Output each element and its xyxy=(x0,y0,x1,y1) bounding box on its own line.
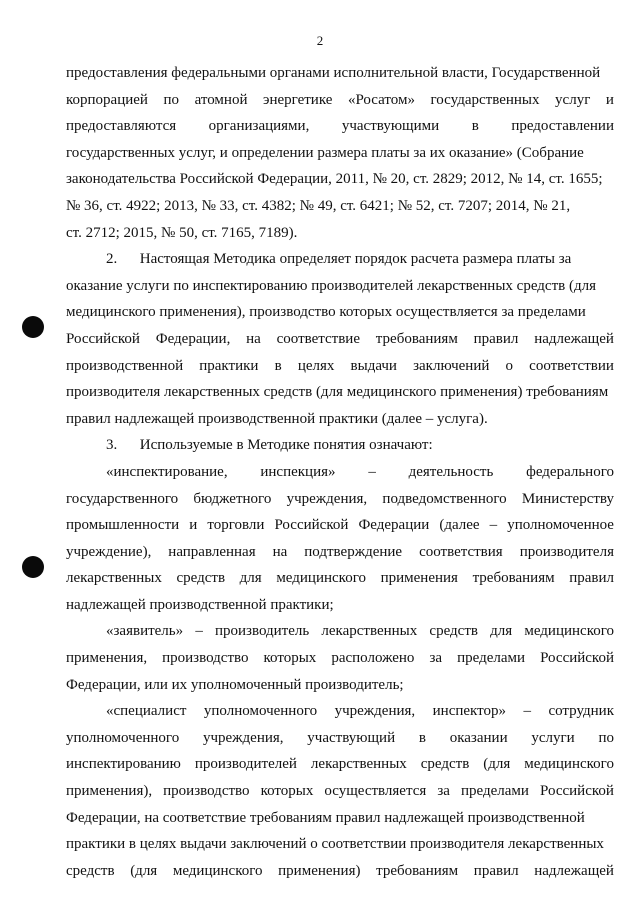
word: в xyxy=(418,729,426,746)
word: расположено xyxy=(331,650,415,667)
word: практики xyxy=(199,357,259,374)
text-line: законодательства Российской Федерации, 2011, № 20, ст. 2829; 2012, № 14, ст. 1655; xyxy=(66,171,603,188)
word: на xyxy=(246,330,261,347)
text-line: правил надлежащей производственной практики (далее – услуга). xyxy=(66,410,488,427)
word: правил xyxy=(473,862,519,879)
word: для xyxy=(490,623,513,640)
text-line: Федерации, или их уполномоченный производитель; xyxy=(66,676,404,693)
word: инспекция» xyxy=(260,463,336,480)
word: – xyxy=(195,623,203,640)
word: медицинского xyxy=(172,862,263,879)
word: организациями, xyxy=(208,118,310,135)
word: требованиям xyxy=(472,570,555,587)
text-line: № 36, ст. 4922; 2013, № 33, ст. 4382; № 49, ст. 6421; № 52, ст. 7207; 2014, № 21, xyxy=(66,197,571,214)
word: за xyxy=(437,783,450,800)
text-line xyxy=(66,725,614,752)
word: «инспектирование, xyxy=(106,463,228,480)
word: по xyxy=(598,729,614,746)
word: инспектированию xyxy=(66,756,181,773)
word: средств xyxy=(176,570,226,587)
word: «заявитель» xyxy=(106,623,184,640)
text-line xyxy=(66,751,614,778)
word: осуществляется xyxy=(324,783,427,800)
word: и xyxy=(605,91,614,108)
text-line xyxy=(66,353,614,380)
text-line: предоставления федеральными органами исполнительной власти, Государственной xyxy=(66,65,601,81)
text-line: государственных услуг, и определении размера платы за их оказание» (Собрание xyxy=(66,144,584,161)
word: промышленности xyxy=(66,517,180,534)
word: «Росатом» xyxy=(347,91,415,108)
word: производителей xyxy=(194,756,297,773)
text-line xyxy=(66,858,614,885)
word: деятельность xyxy=(408,463,494,480)
word: инспектор» xyxy=(432,703,506,720)
word: атомной xyxy=(194,91,248,108)
word: для xyxy=(239,570,262,587)
word: участвующими xyxy=(341,118,440,135)
word: пределами xyxy=(460,783,529,800)
page-number: 2 xyxy=(316,33,324,48)
word: целях xyxy=(297,357,335,374)
word: подтверждение xyxy=(304,543,403,560)
text-line xyxy=(66,645,614,672)
word: учреждения, xyxy=(334,703,416,720)
word: правил xyxy=(473,330,519,347)
word: государственных xyxy=(430,91,540,108)
word: в xyxy=(274,357,282,374)
word: применения) xyxy=(278,862,361,879)
text-line xyxy=(66,778,614,805)
text-line xyxy=(66,618,614,645)
word: выдачи xyxy=(350,357,397,374)
word: лекарственных xyxy=(321,623,418,640)
word: Российской xyxy=(540,650,614,667)
word: уполномоченного xyxy=(203,703,318,720)
word: надлежащей xyxy=(534,862,614,879)
word: торговли xyxy=(207,517,265,534)
word: которых xyxy=(260,783,314,800)
document-body xyxy=(66,60,614,884)
word: за xyxy=(429,650,443,667)
word: учреждения, xyxy=(286,490,368,507)
word: «специалист xyxy=(106,703,187,720)
text-line: 3. Используемые в Методике понятия означают: xyxy=(106,437,433,454)
word: медицинского xyxy=(276,570,366,587)
word: медицинского xyxy=(524,756,614,773)
word: о xyxy=(505,357,514,374)
word: которых xyxy=(263,650,317,667)
text-line: Федерации, на соответствие требованиям правил надлежащей производственной xyxy=(66,809,585,826)
word: пределами xyxy=(457,650,526,667)
word: соответствия xyxy=(419,543,503,560)
text-line: медицинского применения), производство которых осуществляется за пределами xyxy=(66,304,586,321)
text-line: надлежащей производственной практики; xyxy=(66,596,334,613)
word: требованиям xyxy=(375,330,458,347)
text-line xyxy=(66,326,614,353)
text-line: 2. Настоящая Методика определяет порядок расчета размера платы за xyxy=(106,251,572,268)
word: средств xyxy=(66,862,115,879)
word: государственного xyxy=(66,490,179,507)
word: энергетике xyxy=(263,91,333,108)
word: уполномоченное xyxy=(507,517,614,534)
word: применения xyxy=(380,570,458,587)
word: средств xyxy=(420,756,470,773)
word: производственной xyxy=(66,357,184,374)
word: федерального xyxy=(526,463,614,480)
text-line: оказание услуги по инспектированию производителей лекарственных средств (для xyxy=(66,277,596,294)
word: Федерации xyxy=(358,517,430,534)
text-line xyxy=(66,512,614,539)
text-line xyxy=(66,565,614,592)
word: применения, xyxy=(66,650,148,667)
word: на xyxy=(272,543,288,560)
word: применения), xyxy=(66,783,153,800)
word: Российской xyxy=(274,517,349,534)
word: (для xyxy=(130,862,158,879)
text-line xyxy=(66,459,614,486)
word: уполномоченного xyxy=(66,729,180,746)
word: средств xyxy=(429,623,478,640)
word: заключений xyxy=(413,357,490,374)
word: лекарственных xyxy=(310,756,407,773)
word: соответствии xyxy=(529,357,614,374)
word: производитель xyxy=(214,623,310,640)
text-line: практики в целях выдачи заключений о соответствии производителя лекарственных xyxy=(66,836,604,853)
word: оказании xyxy=(449,729,508,746)
word: надлежащей xyxy=(534,330,614,347)
text-line xyxy=(66,539,614,566)
word: лекарственных xyxy=(66,570,162,587)
text-line xyxy=(66,113,614,140)
word: подведомственного xyxy=(382,490,507,507)
word: производство xyxy=(163,783,250,800)
punch-hole-mark xyxy=(22,316,44,338)
word: Министерству xyxy=(521,490,614,507)
word: учреждение), xyxy=(66,543,152,560)
text-line: ст. 2712; 2015, № 50, ст. 7165, 7189). xyxy=(66,224,298,241)
word: учреждения, xyxy=(202,729,284,746)
word: – xyxy=(489,517,498,534)
word: Федерации, xyxy=(155,330,231,347)
word: по xyxy=(163,91,180,108)
word: производство xyxy=(162,650,249,667)
word: правил xyxy=(569,570,614,587)
word: предоставлении xyxy=(511,118,614,135)
word: участвующий xyxy=(307,729,396,746)
text-line xyxy=(66,87,614,114)
word: направленная xyxy=(168,543,256,560)
text-line xyxy=(66,486,614,513)
word: соответствие xyxy=(276,330,360,347)
word: производителя xyxy=(519,543,614,560)
word: – xyxy=(368,463,376,480)
word: (далее xyxy=(439,517,480,534)
word: требованиям xyxy=(376,862,459,879)
text-line: производителя лекарственных средств (для медицинского применения) требованиям xyxy=(66,384,609,401)
word: в xyxy=(471,118,479,135)
word: предоставляются xyxy=(66,118,177,135)
word: услуг xyxy=(555,91,591,108)
word: (для xyxy=(483,756,511,773)
word: услуги xyxy=(531,729,575,746)
word: Российской xyxy=(66,330,140,347)
word: и xyxy=(189,517,198,534)
word: медицинского xyxy=(524,623,614,640)
word: корпорацией xyxy=(66,91,148,108)
punch-hole-mark xyxy=(22,556,44,578)
word: – xyxy=(523,703,531,720)
word: сотрудник xyxy=(548,703,614,720)
word: бюджетного xyxy=(193,490,272,507)
word: Российской xyxy=(540,783,614,800)
text-line xyxy=(66,698,614,725)
